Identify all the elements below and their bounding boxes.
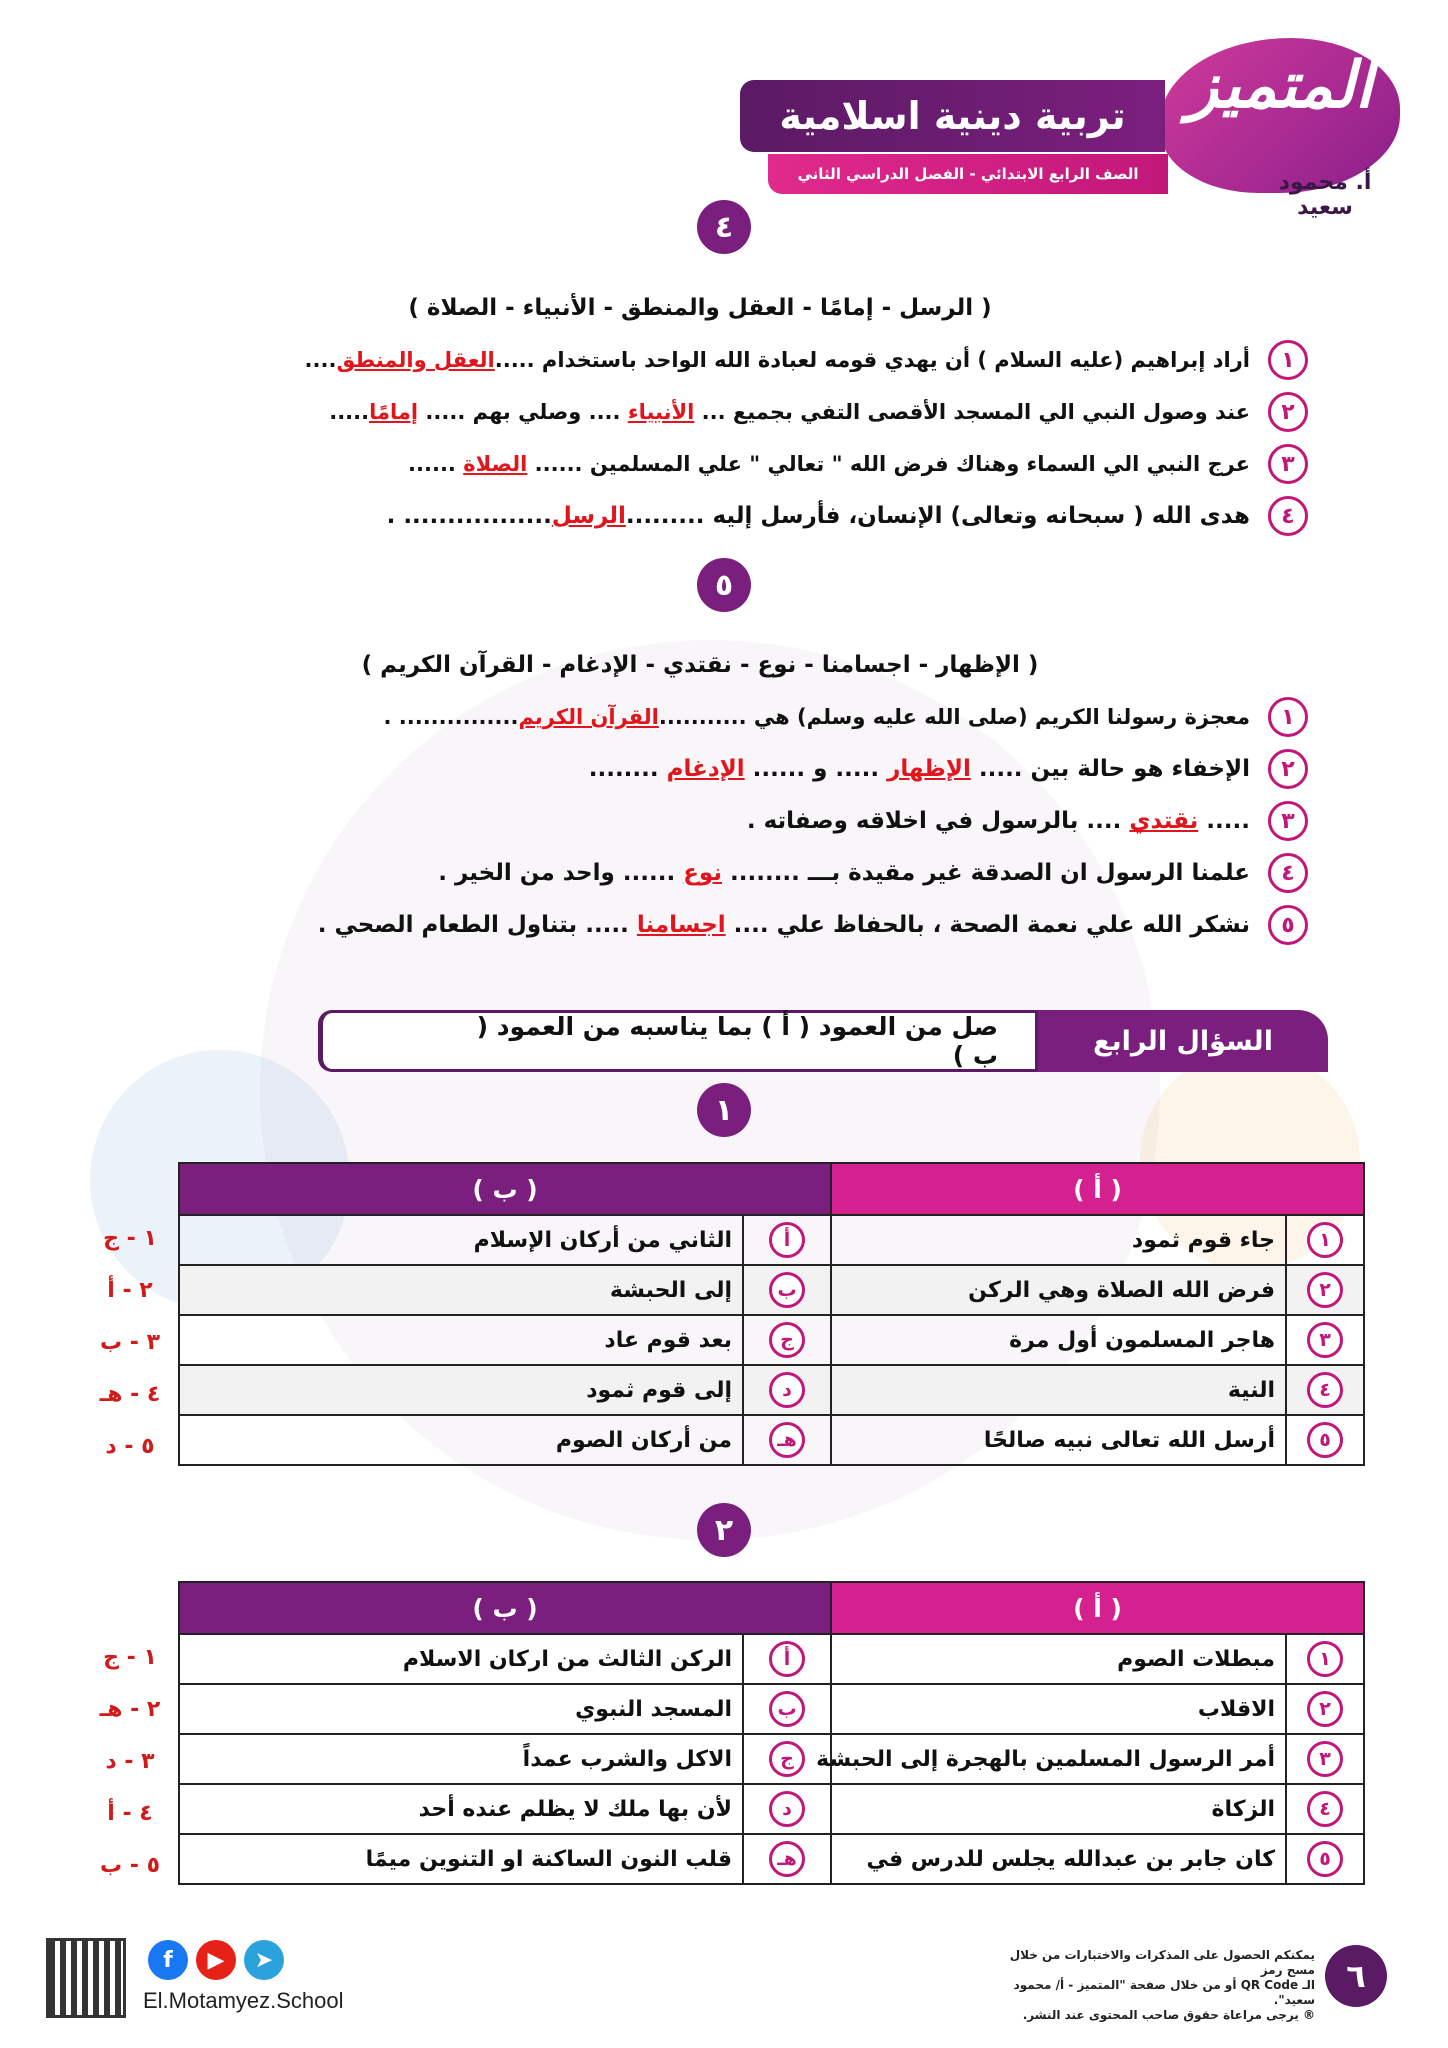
table-row bbox=[179, 1365, 1364, 1415]
column-a-cell: أمر الرسول المسلمين بالهجرة إلى الحبشة bbox=[831, 1734, 1286, 1784]
row-number: ١ bbox=[1307, 1641, 1343, 1677]
row-number: ٢ bbox=[1307, 1691, 1343, 1727]
column-b-cell: من أركان الصوم bbox=[179, 1415, 743, 1465]
table-2-badge: ٢ bbox=[697, 1503, 751, 1557]
footer-note-line: الـ QR Code أو من خلال صفحة "المتميز - أ/ محمود سعيد". bbox=[1013, 1978, 1315, 2007]
sentence-text: أراد إبراهيم (عليه السلام ) أن يهدي قومه لعبادة الله الواحد باستخدام ..... bbox=[494, 348, 1250, 372]
column-a-cell: فرض الله الصلاة وهي الركن bbox=[831, 1265, 1286, 1315]
site-name: El.Motamyez.School bbox=[143, 1988, 344, 2013]
table-row bbox=[179, 1734, 1364, 1784]
answer-key-1 bbox=[90, 1212, 170, 1472]
item-number: ١ bbox=[1268, 697, 1308, 737]
answer-key-item: ٣ - ب bbox=[100, 1329, 160, 1355]
section-4-badge: ٤ bbox=[697, 200, 751, 254]
answer-key-item: ٢ - أ bbox=[107, 1277, 153, 1303]
answer-text: الرسل bbox=[551, 503, 626, 529]
list-item bbox=[408, 442, 1308, 486]
sentence-text: معجزة رسولنا الكريم (صلى الله عليه وسلم) هي ........... bbox=[658, 705, 1250, 729]
answer-key-item: ٤ - أ bbox=[107, 1800, 153, 1826]
item-number: ٢ bbox=[1268, 749, 1308, 789]
column-a-cell: جاء قوم ثمود bbox=[831, 1215, 1286, 1265]
table-row bbox=[179, 1684, 1364, 1734]
row-letter: أ bbox=[769, 1641, 805, 1677]
sentence-text: ..... bbox=[1198, 808, 1250, 834]
column-b-cell: إلى قوم ثمود bbox=[179, 1365, 743, 1415]
sentence-text: .... وصلي بهم ..... bbox=[418, 400, 628, 424]
answer-text: نقتدي bbox=[1129, 808, 1199, 834]
sentence-text: ........ bbox=[588, 756, 667, 782]
sentence-text: ...... bbox=[408, 452, 464, 476]
sentence-text: علمنا الرسول ان الصدقة غير مقيدة بـــ ........ bbox=[722, 860, 1250, 886]
row-number: ٤ bbox=[1307, 1791, 1343, 1827]
facebook-icon[interactable]: f bbox=[148, 1940, 188, 1980]
column-a-cell: أرسل الله تعالى نبيه صالحًا bbox=[831, 1415, 1286, 1465]
question-title: السؤال الرابع bbox=[1038, 1010, 1328, 1072]
answer-text: القرآن الكريم bbox=[518, 705, 659, 729]
social-links bbox=[148, 1940, 284, 1980]
row-letter: ب bbox=[769, 1691, 805, 1727]
footer-note bbox=[995, 1948, 1315, 2023]
sentence-text: .... بالرسول في اخلاقه وصفاته . bbox=[746, 808, 1130, 834]
page-title: تربية دينية اسلامية bbox=[740, 80, 1165, 152]
table-row bbox=[179, 1315, 1364, 1365]
row-letter: هـ bbox=[769, 1841, 805, 1877]
answer-text: الإظهار bbox=[887, 756, 971, 782]
item-number: ٣ bbox=[1268, 801, 1308, 841]
item-number: ٣ bbox=[1268, 444, 1308, 484]
column-a-cell: الزكاة bbox=[831, 1784, 1286, 1834]
footer-note-line: ® يرجى مراعاة حقوق صاحب المحتوى عند النشر. bbox=[1022, 2008, 1315, 2022]
answer-key-item: ١ - ج bbox=[103, 1225, 157, 1251]
row-letter: ج bbox=[769, 1322, 805, 1358]
sentence-text: ..... و ...... bbox=[744, 756, 888, 782]
telegram-icon[interactable]: ➤ bbox=[244, 1940, 284, 1980]
list-item bbox=[383, 695, 1308, 739]
row-letter: د bbox=[769, 1791, 805, 1827]
answer-text: إمامًا bbox=[369, 400, 419, 424]
column-a-cell: هاجر المسلمون أول مرة bbox=[831, 1315, 1286, 1365]
list-item bbox=[305, 338, 1308, 382]
row-number: ٢ bbox=[1307, 1272, 1343, 1308]
list-item bbox=[329, 390, 1308, 434]
section-5-badge: ٥ bbox=[697, 558, 751, 612]
sentence-text: ...... واحد من الخير . bbox=[438, 860, 684, 886]
sentence-text: ............... . bbox=[383, 705, 519, 729]
question-instruction: صل من العمود ( أ ) بما يناسبه من العمود ( ب ) bbox=[476, 1012, 998, 1070]
column-b-cell: الركن الثالث من اركان الاسلام bbox=[179, 1634, 743, 1684]
word-bank-5: ( الإظهار - اجسامنا - نوع - نقتدي - الإدغام - القرآن الكريم ) bbox=[361, 652, 1039, 678]
answer-key-item: ١ - ج bbox=[103, 1644, 157, 1670]
word-bank-4: ( الرسل - إمامًا - العقل والمنطق - الأنبياء - الصلاة ) bbox=[408, 295, 992, 321]
table-row bbox=[179, 1784, 1364, 1834]
footer-note-line: يمكنكم الحصول على المذكرات والاختبارات من خلال مسح رمز bbox=[1009, 1948, 1315, 1977]
answer-key-item: ٥ - ب bbox=[100, 1852, 160, 1878]
list-item bbox=[387, 494, 1308, 538]
sentence-text: .... bbox=[304, 348, 337, 372]
page-subtitle: الصف الرابع الابتدائي - الفصل الدراسي الثاني bbox=[768, 154, 1168, 194]
list-item bbox=[747, 799, 1308, 843]
column-b-cell: بعد قوم عاد bbox=[179, 1315, 743, 1365]
answer-key-item: ٢ - هـ bbox=[99, 1696, 161, 1722]
row-letter: ج bbox=[769, 1741, 805, 1777]
table-row bbox=[179, 1215, 1364, 1265]
answer-text: الصلاة bbox=[463, 452, 528, 476]
row-number: ١ bbox=[1307, 1222, 1343, 1258]
row-number: ٥ bbox=[1307, 1422, 1343, 1458]
column-b-cell: الاكل والشرب عمداً bbox=[179, 1734, 743, 1784]
table-row bbox=[179, 1834, 1364, 1884]
row-letter: أ bbox=[769, 1222, 805, 1258]
sentence-text: هدى الله ( سبحانه وتعالى) الإنسان، فأرسل إليه ......... bbox=[625, 503, 1250, 529]
table-row bbox=[179, 1415, 1364, 1465]
row-number: ٥ bbox=[1307, 1841, 1343, 1877]
row-number: ٣ bbox=[1307, 1741, 1343, 1777]
column-b-cell: الثاني من أركان الإسلام bbox=[179, 1215, 743, 1265]
answer-text: الأنبياء bbox=[627, 400, 695, 424]
column-b-cell: قلب النون الساكنة او التنوين ميمًا bbox=[179, 1834, 743, 1884]
answer-text: اجسامنا bbox=[636, 912, 726, 938]
answer-key-item: ٤ - هـ bbox=[99, 1381, 161, 1407]
sentence-text: عند وصول النبي الي المسجد الأقصى التفي بجميع ... bbox=[694, 400, 1250, 424]
table-row bbox=[179, 1265, 1364, 1315]
item-number: ١ bbox=[1268, 340, 1308, 380]
page-number: ٦ bbox=[1325, 1945, 1387, 2007]
answer-key-item: ٣ - د bbox=[105, 1748, 155, 1774]
youtube-icon[interactable]: ▶ bbox=[196, 1940, 236, 1980]
sentence-text: نشكر الله علي نعمة الصحة ، بالحفاظ علي .... bbox=[725, 912, 1250, 938]
match-table-1 bbox=[178, 1162, 1365, 1466]
sentence-text: ..... بتناول الطعام الصحي . bbox=[317, 912, 637, 938]
logo: المتميز bbox=[1187, 48, 1373, 123]
column-b-cell: المسجد النبوي bbox=[179, 1684, 743, 1734]
list-item bbox=[438, 851, 1308, 895]
column-b-header: ( ب ) bbox=[179, 1163, 831, 1215]
column-a-header: ( أ ) bbox=[831, 1582, 1364, 1634]
column-b-cell: إلى الحبشة bbox=[179, 1265, 743, 1315]
row-number: ٣ bbox=[1307, 1322, 1343, 1358]
sentence-text: عرج النبي الي السماء وهناك فرض الله " تعالي " علي المسلمين ...... bbox=[527, 452, 1250, 476]
item-number: ٤ bbox=[1268, 496, 1308, 536]
item-number: ٢ bbox=[1268, 392, 1308, 432]
column-a-cell: النية bbox=[831, 1365, 1286, 1415]
row-letter: هـ bbox=[769, 1422, 805, 1458]
row-letter: ب bbox=[769, 1272, 805, 1308]
row-number: ٤ bbox=[1307, 1372, 1343, 1408]
sentence-text: ................. . bbox=[386, 503, 552, 529]
table-row bbox=[179, 1634, 1364, 1684]
column-a-cell: الاقلاب bbox=[831, 1684, 1286, 1734]
answer-text: الإدغام bbox=[666, 756, 745, 782]
answer-text: العقل والمنطق bbox=[336, 348, 495, 372]
column-a-header: ( أ ) bbox=[831, 1163, 1364, 1215]
qr-code[interactable] bbox=[46, 1938, 126, 2018]
list-item bbox=[318, 903, 1308, 947]
column-a-cell: مبطلات الصوم bbox=[831, 1634, 1286, 1684]
row-letter: د bbox=[769, 1372, 805, 1408]
answer-key-item: ٥ - د bbox=[105, 1433, 155, 1459]
match-table-2 bbox=[178, 1581, 1365, 1885]
item-number: ٥ bbox=[1268, 905, 1308, 945]
answer-key-2 bbox=[90, 1631, 170, 1891]
question-banner bbox=[318, 1010, 1328, 1076]
column-b-header: ( ب ) bbox=[179, 1582, 831, 1634]
teacher-name: أ. محمود سعيد bbox=[1278, 170, 1372, 220]
sentence-text: ..... bbox=[329, 400, 370, 424]
sentence-text: الإخفاء هو حالة بين ..... bbox=[970, 756, 1250, 782]
item-number: ٤ bbox=[1268, 853, 1308, 893]
answer-text: نوع bbox=[683, 860, 722, 886]
list-item bbox=[589, 747, 1308, 791]
column-a-cell: كان جابر بن عبدالله يجلس للدرس في bbox=[831, 1834, 1286, 1884]
column-b-cell: لأن بها ملك لا يظلم عنده أحد bbox=[179, 1784, 743, 1834]
table-1-badge: ١ bbox=[697, 1083, 751, 1137]
